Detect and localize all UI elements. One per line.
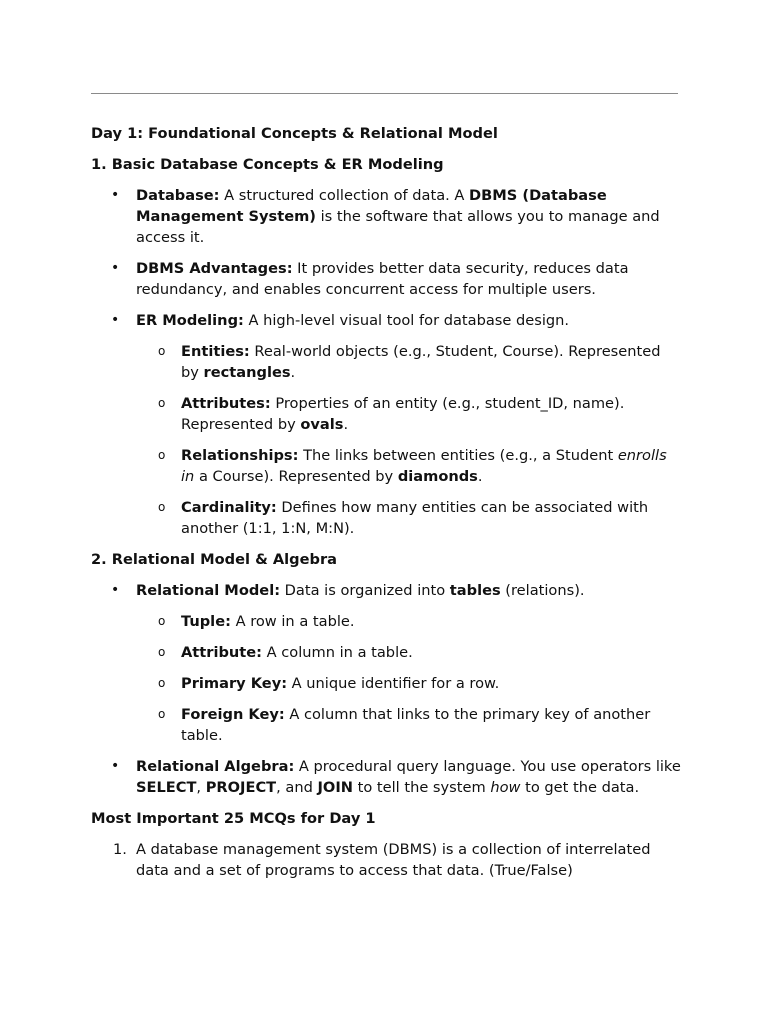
- text: A unique identifier for a row.: [287, 675, 500, 692]
- emphasis-enrolls-in: enrolls in: [181, 447, 667, 485]
- term-tuple: Tuple:: [181, 613, 231, 630]
- text: is the software that allows you to manage and access it.: [136, 208, 660, 246]
- list-item-attributes: [136, 393, 681, 435]
- text: A procedural query language. You use operators like: [294, 758, 681, 775]
- term-join: JOIN: [317, 779, 353, 796]
- list-item-foreign-key: [136, 704, 681, 746]
- term-foreign-key: Foreign Key:: [181, 706, 285, 723]
- term-entities: Entities:: [181, 343, 250, 360]
- list-item-relational-model: [91, 580, 681, 746]
- main-heading: Day 1: Foundational Concepts & Relational Model: [91, 125, 498, 142]
- text: Data is organized into: [280, 582, 450, 599]
- text: (relations).: [500, 582, 585, 599]
- term-cardinality: Cardinality:: [181, 499, 277, 516]
- list-item-er-modeling: [91, 310, 681, 539]
- text: A row in a table.: [230, 613, 355, 630]
- term-project: PROJECT: [205, 779, 277, 796]
- mcq-list: [91, 839, 681, 881]
- section-1-title: 1. Basic Database Concepts & ER Modeling: [91, 156, 444, 173]
- term-database: Database:: [136, 187, 220, 204]
- bullet-circle-icon: o: [158, 448, 166, 462]
- list-item-entities: [136, 341, 681, 383]
- term-primary-key: Primary Key:: [181, 675, 288, 692]
- bullet-disc-icon: •: [111, 187, 120, 203]
- list-item-relational-algebra: [91, 756, 681, 798]
- term-relational-model: Relational Model:: [136, 582, 281, 599]
- term-ovals: ovals: [300, 416, 344, 433]
- term-dbms-advantages: DBMS Advantages:: [136, 260, 293, 277]
- text: A column that links to the primary key of another table.: [181, 706, 651, 744]
- bullet-circle-icon: o: [158, 645, 166, 659]
- document-content: [91, 123, 681, 891]
- list-item-attribute: [136, 642, 681, 663]
- bullet-circle-icon: o: [158, 500, 166, 514]
- term-diamonds: diamonds: [397, 468, 478, 485]
- text: The links between entities (e.g., a Student: [298, 447, 618, 464]
- text: .: [343, 416, 349, 433]
- list-item-dbms-advantages: [91, 258, 681, 300]
- list-item-tuple: [136, 611, 681, 632]
- bullet-disc-icon: •: [111, 582, 120, 598]
- mcq-title: Most Important 25 MCQs for Day 1: [91, 810, 376, 827]
- term-tables: tables: [449, 582, 501, 599]
- relational-model-sublist: [136, 611, 681, 746]
- text: Properties of an entity (e.g., student_ID, name). Represented by: [181, 395, 625, 433]
- text: A column in a table.: [262, 644, 413, 661]
- term-dbms: DBMS (Database Management System): [136, 187, 607, 225]
- mcq-number: 1.: [113, 841, 127, 858]
- term-relational-algebra: Relational Algebra:: [136, 758, 295, 775]
- text: to get the data.: [520, 779, 640, 796]
- section-2-list: [91, 580, 681, 798]
- emphasis-how: how: [490, 779, 521, 796]
- text: Defines how many entities can be associated with another (1:1, 1:N, M:N).: [181, 499, 649, 537]
- list-item-relationships: [136, 445, 681, 487]
- list-item-cardinality: [136, 497, 681, 539]
- text: A structured collection of data. A: [219, 187, 470, 204]
- text: , and: [276, 779, 318, 796]
- text: to tell the system: [352, 779, 491, 796]
- text: .: [290, 364, 296, 381]
- text: A high-level visual tool for database design.: [243, 312, 570, 329]
- bullet-disc-icon: •: [111, 758, 120, 774]
- term-attribute: Attribute:: [181, 644, 262, 661]
- term-attributes: Attributes:: [181, 395, 271, 412]
- bullet-circle-icon: o: [158, 676, 166, 690]
- text: It provides better data security, reduces data redundancy, and enables concurrent access for multiple users.: [136, 260, 629, 298]
- bullet-circle-icon: o: [158, 396, 166, 410]
- bullet-circle-icon: o: [158, 344, 166, 358]
- section-1-list: [91, 185, 681, 539]
- bullet-circle-icon: o: [158, 614, 166, 628]
- section-2-title: 2. Relational Model & Algebra: [91, 551, 338, 568]
- bullet-disc-icon: •: [111, 260, 120, 276]
- text: .: [477, 468, 483, 485]
- mcq-text: A database management system (DBMS) is a collection of interrelated data and a set of programs to access that data. (True/False): [136, 841, 651, 879]
- list-item-database: [91, 185, 681, 248]
- text: a Course). Represented by: [194, 468, 398, 485]
- mcq-item: [91, 839, 681, 881]
- term-rectangles: rectangles: [203, 364, 291, 381]
- term-er-modeling: ER Modeling:: [136, 312, 244, 329]
- bullet-circle-icon: o: [158, 707, 166, 721]
- list-item-primary-key: [136, 673, 681, 694]
- bullet-disc-icon: •: [111, 312, 120, 328]
- term-select: SELECT: [136, 779, 197, 796]
- term-relationships: Relationships:: [181, 447, 299, 464]
- horizontal-rule: [91, 93, 678, 94]
- text: Real-world objects (e.g., Student, Course). Represented by: [181, 343, 661, 381]
- er-sublist: [136, 341, 681, 539]
- text: ,: [196, 779, 206, 796]
